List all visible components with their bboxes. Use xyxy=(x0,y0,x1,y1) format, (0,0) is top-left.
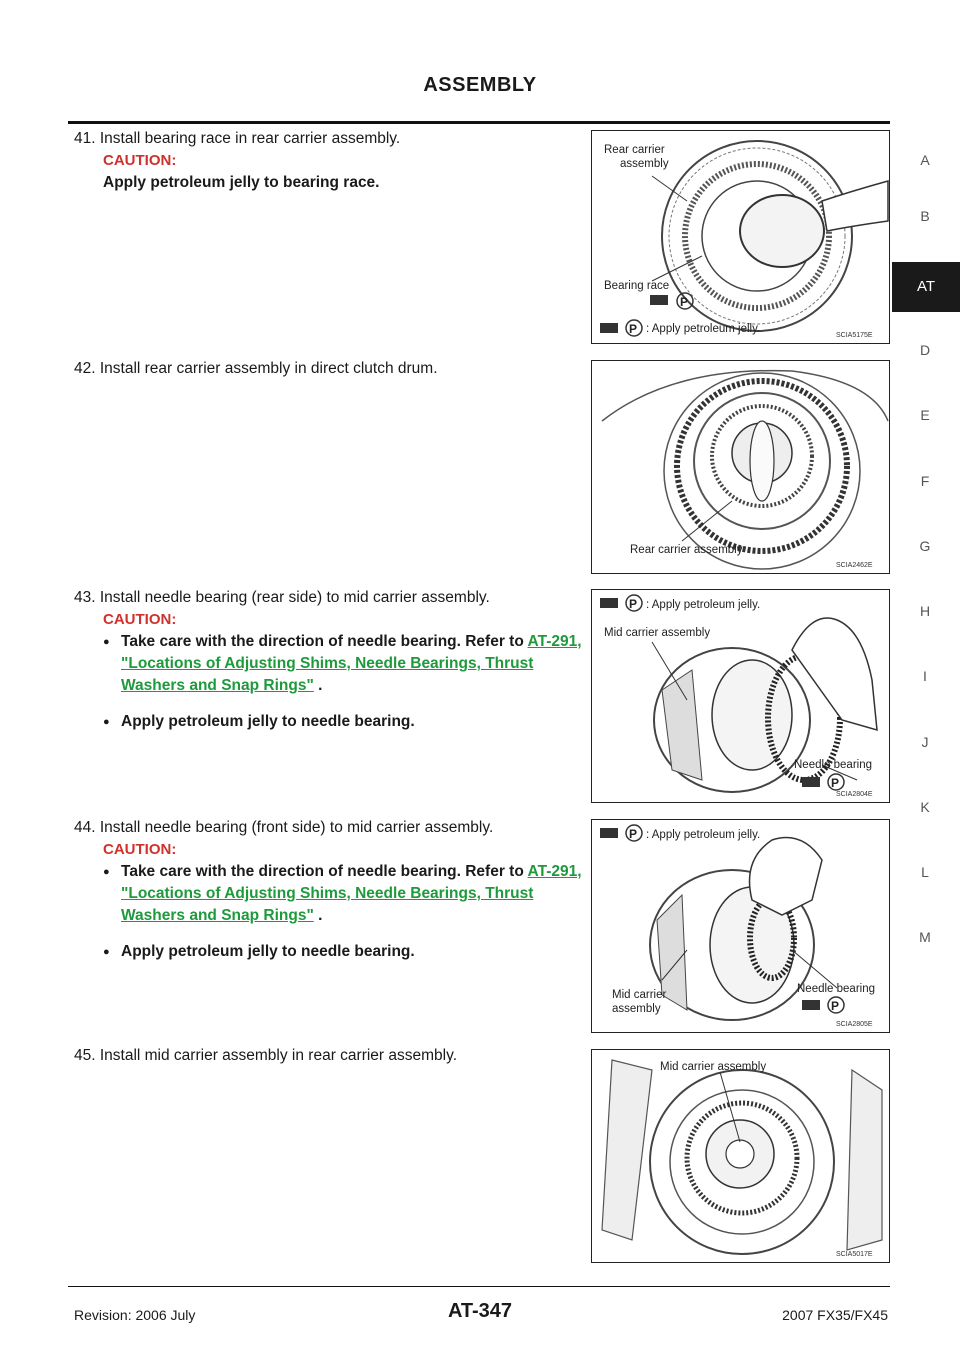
mid-carrier-install-illustration xyxy=(592,1050,889,1262)
figure-code: SCIA2804E xyxy=(836,791,873,798)
needle-bearing-rear-illustration xyxy=(592,590,889,802)
page-title: ASSEMBLY xyxy=(423,74,537,96)
label-needle-bearing: Needle bearing xyxy=(794,759,873,771)
tab-f[interactable]: F xyxy=(920,473,930,489)
label-rear-carrier-assembly: Rear carrier assembly xyxy=(630,544,743,556)
footer-model: 2007 FX35/FX45 xyxy=(782,1307,888,1323)
caution-41 xyxy=(103,150,588,194)
caution-44 xyxy=(103,839,588,963)
figure-code: SCIA2805E xyxy=(836,1021,873,1028)
tab-l[interactable]: L xyxy=(921,864,929,880)
figure-needle-bearing-rear xyxy=(591,589,890,803)
tab-k[interactable]: K xyxy=(920,799,930,815)
step-41: 41. Install bearing race in rear carrier assembly. xyxy=(74,130,401,147)
label-mid-carrier-assembly: Mid carrier assembly xyxy=(660,1061,767,1073)
footer-revision: Revision: 2006 July xyxy=(74,1307,196,1323)
caution-bullet: ● Apply petroleum jelly to needle bearing. xyxy=(103,711,588,733)
figure-bearing-race xyxy=(591,130,890,344)
figure-needle-bearing-front xyxy=(591,819,890,1033)
tab-e[interactable]: E xyxy=(920,407,930,423)
label-mid-carrier: Mid carrier xyxy=(612,989,667,1001)
svg-text:P: P xyxy=(629,322,638,336)
reference-link[interactable]: AT-291, "Locations of Adjusting Shims, Needle Bearings, Thrust Washers and Snap Rings" xyxy=(121,863,582,924)
caution-bullet-end: . xyxy=(313,907,323,924)
figure-rear-carrier xyxy=(591,360,890,574)
svg-text:P: P xyxy=(831,999,840,1013)
caution-43 xyxy=(103,609,588,733)
figure-code: SCIA2462E xyxy=(836,562,873,569)
needle-bearing-front-illustration xyxy=(592,820,889,1032)
label-needle-bearing: Needle bearing xyxy=(797,983,876,995)
caution-heading: CAUTION: xyxy=(103,841,177,858)
step-43: 43. Install needle bearing (rear side) to mid carrier assembly. xyxy=(74,589,490,606)
label-assembly: assembly xyxy=(612,1003,661,1015)
svg-text:P: P xyxy=(629,597,638,611)
tab-b[interactable]: B xyxy=(920,208,930,224)
header-rule xyxy=(68,121,890,124)
label-apply-jelly: : Apply petroleum jelly. xyxy=(646,599,761,611)
label-mid-carrier: Mid carrier assembly xyxy=(604,627,711,639)
reference-link[interactable]: AT-291, "Locations of Adjusting Shims, Needle Bearings, Thrust Washers and Snap Rings" xyxy=(121,633,582,694)
page-number: AT-347 xyxy=(447,1300,513,1322)
svg-text:P: P xyxy=(629,827,638,841)
bearing-race-illustration xyxy=(592,131,889,343)
label-apply-jelly: : Apply petroleum jelly. xyxy=(646,323,761,335)
tab-g[interactable]: G xyxy=(919,538,931,554)
rear-carrier-illustration xyxy=(592,361,889,573)
label-rear-carrier: Rear carrier xyxy=(604,144,665,156)
figure-mid-carrier-install xyxy=(591,1049,890,1263)
caution-text: Apply petroleum jelly to bearing race. xyxy=(103,174,380,191)
step-42: 42. Install rear carrier assembly in direct clutch drum. xyxy=(74,360,438,377)
caution-bullet-end: . xyxy=(313,677,323,694)
figure-code: SCIA5017E xyxy=(836,1251,873,1258)
label-bearing-race: Bearing race xyxy=(604,280,670,292)
tab-at[interactable]: AT xyxy=(892,262,960,312)
svg-text:P: P xyxy=(831,776,840,790)
step-45: 45. Install mid carrier assembly in rear carrier assembly. xyxy=(74,1047,458,1064)
caution-bullet xyxy=(103,631,588,697)
tab-j[interactable]: J xyxy=(921,734,929,750)
caution-bullet-text: Take care with the direction of needle bearing. Refer to xyxy=(121,863,524,880)
step-44: 44. Install needle bearing (front side) to mid carrier assembly. xyxy=(74,819,494,836)
footer-rule xyxy=(68,1286,890,1287)
tab-h[interactable]: H xyxy=(919,603,931,619)
caution-bullet: ● Apply petroleum jelly to needle bearing. xyxy=(103,941,588,963)
tab-i[interactable]: I xyxy=(923,668,927,684)
svg-text:P: P xyxy=(680,295,689,309)
figure-code: SCIA5175E xyxy=(836,332,873,339)
tab-d[interactable]: D xyxy=(919,342,931,358)
label-assembly: assembly xyxy=(620,158,669,170)
tab-m[interactable]: M xyxy=(919,929,931,945)
caution-bullet xyxy=(103,861,588,927)
caution-bullet-text: Take care with the direction of needle bearing. Refer to xyxy=(121,633,524,650)
tab-a[interactable]: A xyxy=(920,152,930,168)
caution-heading: CAUTION: xyxy=(103,611,177,628)
label-apply-jelly: : Apply petroleum jelly. xyxy=(646,829,761,841)
caution-heading: CAUTION: xyxy=(103,152,177,169)
